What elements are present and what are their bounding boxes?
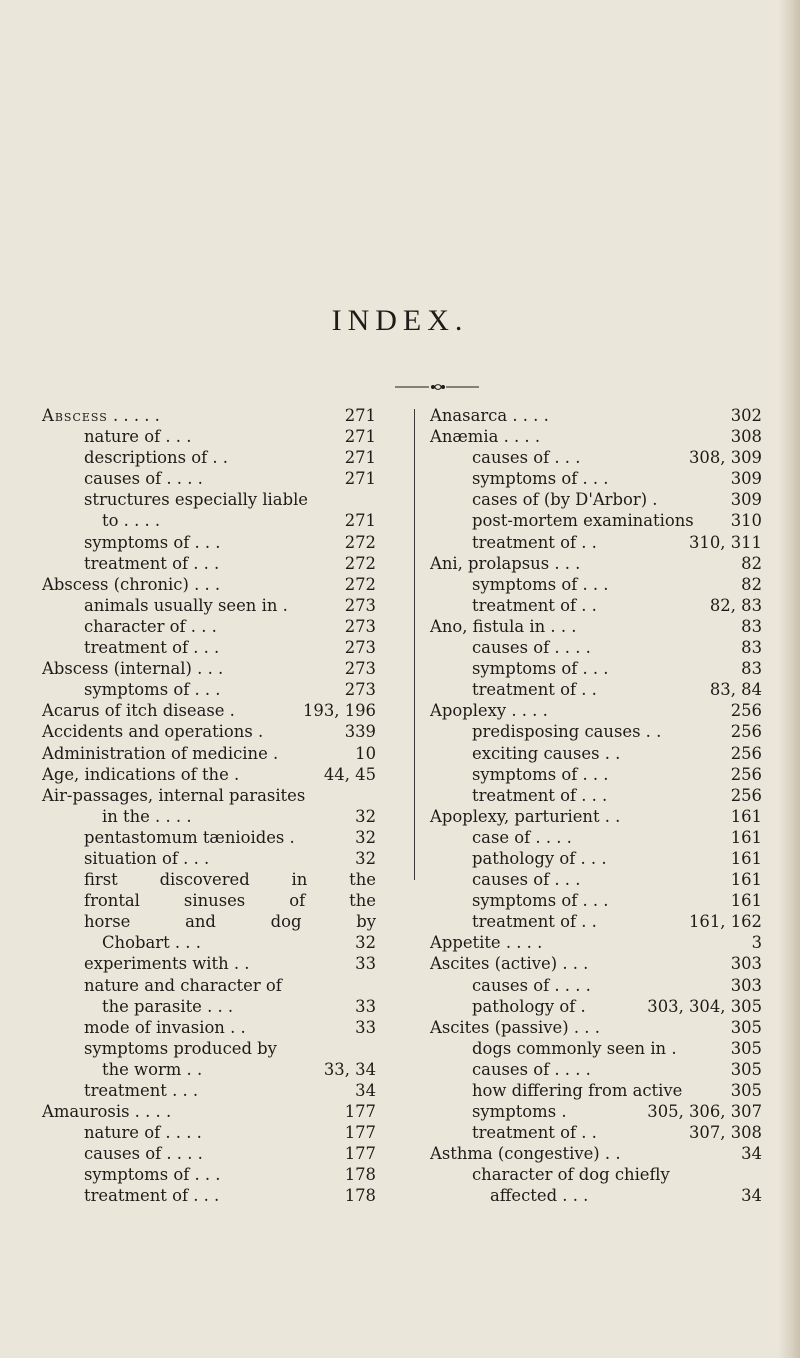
- page-number: 161: [730, 848, 762, 868]
- entry-text: mode of invasion . .: [84, 1017, 246, 1037]
- entry-text: Abscess (internal) . . .: [42, 659, 224, 679]
- column-divider: [414, 409, 415, 880]
- index-entry: [42, 510, 376, 531]
- page-number: 177: [344, 1123, 376, 1143]
- index-entry: [430, 827, 762, 848]
- index-entry: [430, 1185, 762, 1206]
- page-number: 271: [344, 427, 376, 447]
- entry-text: treatment of . .: [472, 680, 597, 700]
- page-number: 309: [730, 490, 762, 510]
- index-entry: [42, 1080, 376, 1101]
- page-number: 161: [730, 891, 762, 911]
- index-entry: [430, 1143, 762, 1164]
- page-number: 305: [730, 1038, 762, 1058]
- index-entry: [430, 553, 762, 574]
- page-number: 271: [344, 511, 376, 531]
- page-number: 33: [355, 1017, 376, 1037]
- index-entry: [430, 869, 762, 890]
- index-entry: [42, 616, 376, 637]
- entry-text: Apoplexy, parturient . .: [430, 806, 621, 826]
- page-number: 3: [751, 933, 762, 953]
- index-entry: [42, 764, 376, 785]
- entry-text: Abscess . . . . .: [42, 406, 160, 425]
- page-number: 161: [730, 827, 762, 847]
- entry-text: symptoms produced by: [84, 1038, 277, 1058]
- entry-text: situation of . . .: [84, 848, 210, 868]
- index-entry: [42, 953, 376, 974]
- entry-text: Asthma (congestive) . .: [430, 1144, 621, 1164]
- page-number: 303, 304, 305: [647, 996, 762, 1016]
- index-entry: [42, 1038, 376, 1059]
- index-entry: [430, 1080, 762, 1101]
- page-number: 161: [730, 870, 762, 890]
- page-number: 308, 309: [689, 448, 762, 468]
- index-entry: [430, 848, 762, 869]
- index-entry: [42, 1122, 376, 1143]
- entry-text: how differing from active: [472, 1081, 683, 1100]
- index-entry: [430, 700, 762, 721]
- entry-text: causes of . . . .: [472, 1059, 591, 1079]
- page-number: 273: [344, 616, 376, 636]
- index-entry: [42, 447, 376, 468]
- page-title: INDEX.: [331, 304, 469, 337]
- index-left-column: [42, 405, 376, 1207]
- index-entry: [430, 764, 762, 785]
- index-entry: [430, 890, 762, 911]
- page-number: 271: [344, 448, 376, 468]
- page-number: 307, 308: [689, 1123, 762, 1143]
- index-entry: [430, 996, 762, 1017]
- index-entry: [430, 658, 762, 679]
- page-number: 161, 162: [689, 912, 762, 932]
- index-entry: [42, 721, 376, 742]
- index-entry: [42, 806, 376, 827]
- index-entry: [430, 489, 762, 510]
- index-entry: [42, 890, 376, 911]
- entry-text: treatment of . . .: [472, 785, 608, 805]
- entry-text: frontal sinuses of the: [84, 891, 376, 911]
- page-number: 309: [730, 469, 762, 489]
- entry-text: treatment of . .: [472, 595, 597, 615]
- entry-text: symptoms of . . .: [472, 574, 609, 594]
- entry-text: Ani, prolapsus . . .: [430, 553, 581, 573]
- index-entry: [430, 405, 762, 426]
- index-entry: [42, 426, 376, 447]
- entry-text: experiments with . .: [84, 954, 250, 974]
- index-entry: [430, 616, 762, 637]
- entry-text: Administration of medicine .: [42, 743, 279, 763]
- index-entry: [430, 743, 762, 764]
- page-number: 33: [355, 954, 376, 974]
- entry-text: treatment . . .: [84, 1081, 199, 1100]
- entry-text: symptoms of . . .: [472, 469, 609, 489]
- entry-text: in the . . . .: [102, 806, 192, 826]
- entry-text: Chobart . . .: [102, 933, 201, 953]
- entry-text: pathology of .: [472, 996, 586, 1016]
- entry-text: symptoms of . . .: [84, 1165, 221, 1185]
- index-entry: [42, 848, 376, 869]
- entry-text: causes of . . .: [472, 448, 581, 468]
- entry-text: nature and character of: [84, 975, 282, 995]
- page-number: 178: [344, 1186, 376, 1206]
- page-number: 178: [344, 1165, 376, 1185]
- entry-text: first discovered in the: [84, 870, 376, 890]
- page-number: 177: [344, 1102, 376, 1122]
- page-number: 272: [344, 574, 376, 594]
- index-entry: [430, 1101, 762, 1122]
- page-number: 82: [741, 553, 762, 573]
- entry-text: the worm . .: [102, 1059, 203, 1079]
- entry-text: Ascites (passive) . . .: [430, 1017, 600, 1037]
- entry-text: case of . . . .: [472, 827, 572, 847]
- page-number: 273: [344, 595, 376, 615]
- page-number: 44, 45: [323, 764, 376, 784]
- entry-text: affected . . .: [490, 1186, 589, 1206]
- entry-text: Age, indications of the .: [42, 764, 240, 784]
- first-entry-smallcaps: Abscess: [42, 406, 108, 425]
- page-number: 83: [741, 659, 762, 679]
- index-entry: [430, 468, 762, 489]
- entry-text: causes of . . .: [472, 870, 581, 890]
- page-number: 256: [730, 764, 762, 784]
- entry-text: Ano, fistula in . . .: [430, 616, 577, 636]
- entry-text: predisposing causes . .: [472, 722, 662, 742]
- index-entry: [430, 637, 762, 658]
- page-number: 303: [730, 954, 762, 974]
- entry-text: Anasarca . . . .: [430, 406, 549, 425]
- page-number: 256: [730, 743, 762, 763]
- page-number: 303: [730, 975, 762, 995]
- page-number: 10: [355, 743, 376, 763]
- entry-text: the parasite . . .: [102, 996, 234, 1016]
- entry-text: treatment of . .: [472, 532, 597, 552]
- page-number: 271: [344, 469, 376, 489]
- entry-text: Appetite . . . .: [430, 933, 543, 953]
- index-entry: [430, 806, 762, 827]
- index-entry: [42, 869, 376, 890]
- page-number: 272: [344, 532, 376, 552]
- index-entry: [42, 932, 376, 953]
- index-entry: [430, 532, 762, 553]
- page-number: 305: [730, 1017, 762, 1037]
- page-number: 305: [730, 1059, 762, 1079]
- index-entry: [42, 743, 376, 764]
- index-entry: [42, 1164, 376, 1185]
- entry-text: to . . . .: [102, 511, 161, 531]
- page-number: 302: [730, 406, 762, 425]
- index-entry: [430, 1038, 762, 1059]
- entry-text: causes of . . . .: [472, 638, 591, 658]
- page-edge: [778, 0, 800, 1358]
- index-entry: [42, 658, 376, 679]
- page-number: 82: [741, 574, 762, 594]
- index-entry: [42, 532, 376, 553]
- page-number: 32: [355, 827, 376, 847]
- index-entry: [430, 595, 762, 616]
- page-number: 256: [730, 701, 762, 721]
- index-entry: [42, 1017, 376, 1038]
- entry-text: pentastomum tænioides .: [84, 827, 295, 847]
- page-number: 34: [355, 1081, 376, 1100]
- entry-text: treatment of . .: [472, 912, 597, 932]
- entry-text: horse and dog by: [84, 912, 376, 932]
- index-entry: [430, 975, 762, 996]
- page-number: 34: [741, 1144, 762, 1164]
- index-entry: [42, 996, 376, 1017]
- index-entry: [42, 827, 376, 848]
- index-entry: [430, 721, 762, 742]
- page-number: 273: [344, 680, 376, 700]
- index-entry: [42, 574, 376, 595]
- index-entry: [430, 510, 762, 531]
- entry-text: nature of . . . .: [84, 1123, 202, 1143]
- index-entry: [430, 953, 762, 974]
- page-number: 305, 306, 307: [647, 1102, 762, 1122]
- page-number: 177: [344, 1144, 376, 1164]
- index-entry: [430, 426, 762, 447]
- index-entry: [430, 447, 762, 468]
- index-entry: [42, 595, 376, 616]
- page-number: 308: [730, 427, 762, 447]
- entry-text: nature of . . .: [84, 427, 192, 447]
- page-number: 271: [344, 406, 376, 425]
- entry-text: Abscess (chronic) . . .: [42, 574, 221, 594]
- entry-text: symptoms .: [472, 1102, 567, 1122]
- entry-text: cases of (by D'Arbor) .: [472, 490, 658, 510]
- index-entry: [430, 1122, 762, 1143]
- entry-text: character of . . .: [84, 616, 217, 636]
- index-entry: [430, 1059, 762, 1080]
- entry-text: Ascites (active) . . .: [430, 954, 589, 974]
- page-number: 32: [355, 806, 376, 826]
- index-entry: [42, 911, 376, 932]
- index-entry: [42, 1143, 376, 1164]
- entry-text: pathology of . . .: [472, 848, 607, 868]
- index-entry: [42, 637, 376, 658]
- entry-text: Anæmia . . . .: [430, 427, 541, 447]
- page-number: 32: [355, 848, 376, 868]
- entry-text: Accidents and operations .: [42, 722, 264, 742]
- page-number: 273: [344, 638, 376, 658]
- index-entry: [42, 1059, 376, 1080]
- page-number: 310: [730, 511, 762, 531]
- entry-text: post-mortem examinations: [472, 511, 694, 531]
- index-entry: [430, 785, 762, 806]
- page-number: 339: [344, 722, 376, 742]
- entry-text: treatment of . .: [472, 1123, 597, 1143]
- page-number: 161: [730, 806, 762, 826]
- entry-text: Apoplexy . . . .: [430, 701, 548, 721]
- page-number: 33, 34: [323, 1059, 376, 1079]
- title-ornament: [395, 381, 479, 393]
- index-entry: [42, 700, 376, 721]
- page-number: 83, 84: [709, 680, 762, 700]
- index-entry: [42, 975, 376, 996]
- index-entry: [42, 679, 376, 700]
- index-entry: [42, 1101, 376, 1122]
- index-right-column: [430, 405, 762, 1207]
- page-number: 34: [741, 1186, 762, 1206]
- page-number: 310, 311: [689, 532, 762, 552]
- index-entry: [430, 1164, 762, 1185]
- index-entry: [42, 405, 376, 426]
- page-number: 193, 196: [303, 701, 376, 721]
- entry-text: Air-passages, internal parasites: [42, 785, 306, 805]
- page-number: 32: [355, 933, 376, 953]
- index-entry: [430, 932, 762, 953]
- entry-text: symptoms of . . .: [84, 680, 221, 700]
- page-number: 256: [730, 785, 762, 805]
- entry-text: treatment of . . .: [84, 638, 220, 658]
- index-entry: [430, 679, 762, 700]
- page-number: 82, 83: [709, 595, 762, 615]
- page-number: 305: [730, 1081, 762, 1100]
- entry-text: dogs commonly seen in .: [472, 1038, 677, 1058]
- page-number: 272: [344, 553, 376, 573]
- index-entry: [430, 574, 762, 595]
- entry-text: causes of . . . .: [84, 1144, 203, 1164]
- index-entry: [42, 468, 376, 489]
- index-entry: [430, 911, 762, 932]
- index-entry: [42, 785, 376, 806]
- page-number: 273: [344, 659, 376, 679]
- entry-text: treatment of . . .: [84, 553, 220, 573]
- index-entry: [42, 1185, 376, 1206]
- entry-text: symptoms of . . .: [472, 764, 609, 784]
- entry-text: descriptions of . .: [84, 448, 229, 468]
- entry-text: Acarus of itch disease .: [42, 701, 235, 721]
- entry-text: Amaurosis . . . .: [42, 1102, 172, 1122]
- page-number: 83: [741, 638, 762, 658]
- entry-text: causes of . . . .: [84, 469, 203, 489]
- entry-text: animals usually seen in .: [84, 595, 288, 615]
- page-number: 83: [741, 616, 762, 636]
- index-entry: [42, 489, 376, 510]
- entry-text: exciting causes . .: [472, 743, 621, 763]
- entry-text: treatment of . . .: [84, 1186, 220, 1206]
- entry-text: symptoms of . . .: [84, 532, 221, 552]
- page-number: 33: [355, 996, 376, 1016]
- entry-text: character of dog chiefly: [472, 1165, 670, 1185]
- page-number: 256: [730, 722, 762, 742]
- entry-text: structures especially liable: [84, 490, 309, 510]
- entry-text: symptoms of . . .: [472, 659, 609, 679]
- entry-text: symptoms of . . .: [472, 891, 609, 911]
- entry-text: causes of . . . .: [472, 975, 591, 995]
- index-entry: [42, 553, 376, 574]
- index-entry: [430, 1017, 762, 1038]
